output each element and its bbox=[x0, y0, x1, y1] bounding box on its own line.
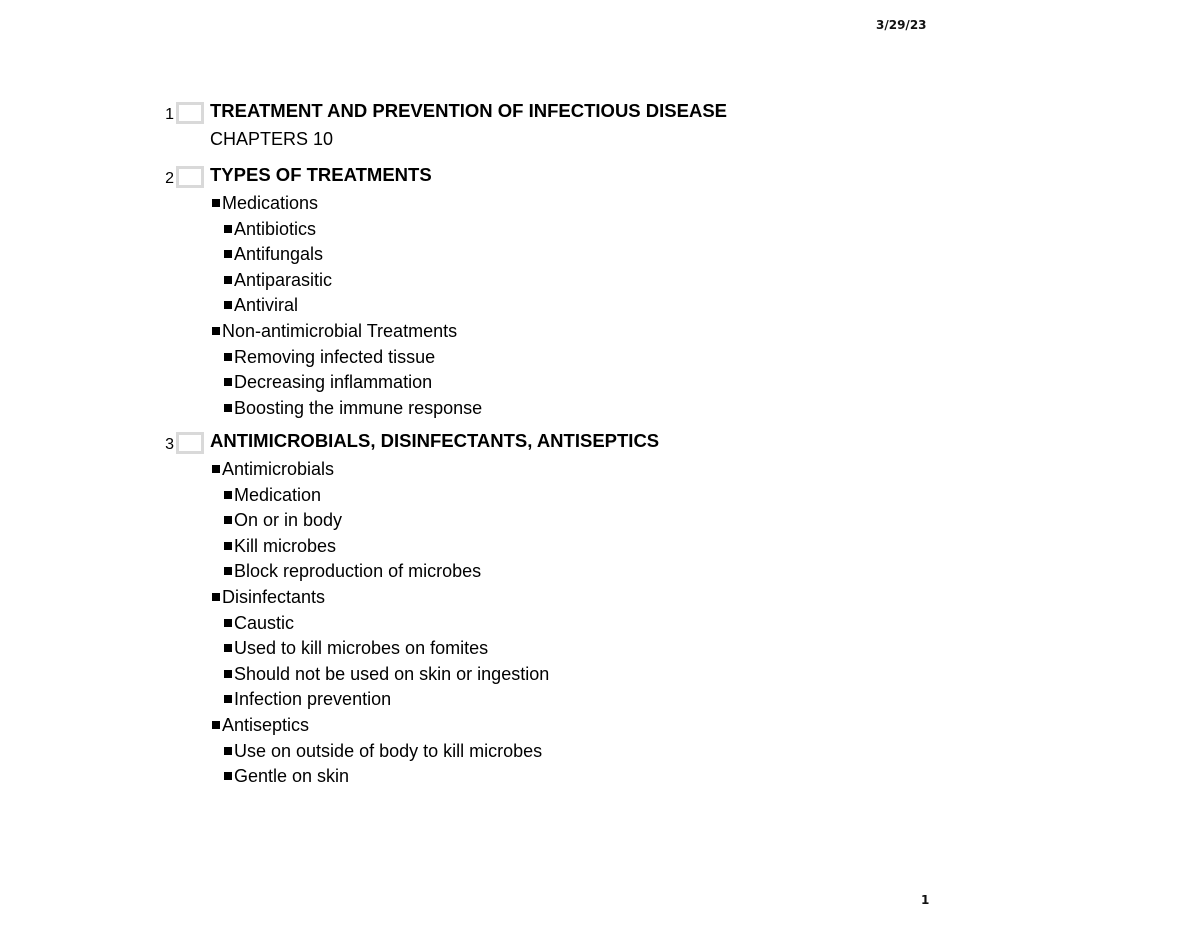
slide-thumbnail[interactable] bbox=[176, 432, 204, 454]
sub-bullet-item bbox=[222, 484, 321, 506]
square-bullet-icon bbox=[224, 747, 232, 755]
sub-bullet-item bbox=[222, 243, 323, 265]
sub-bullet-item bbox=[222, 637, 488, 659]
square-bullet-icon bbox=[224, 772, 232, 780]
bullet-text: Antibiotics bbox=[234, 218, 317, 239]
slide-number: 3 bbox=[165, 436, 174, 453]
square-bullet-icon bbox=[212, 327, 220, 335]
square-bullet-icon bbox=[224, 250, 232, 258]
square-bullet-icon bbox=[212, 721, 220, 729]
sub-bullet-item bbox=[222, 397, 482, 419]
slide-number: 1 bbox=[165, 106, 174, 123]
slide-subtitle: CHAPTERS 10 bbox=[210, 129, 334, 149]
bullet-text: Medications bbox=[222, 193, 319, 213]
square-bullet-icon bbox=[224, 378, 232, 386]
bullet-text: Antiseptics bbox=[222, 715, 310, 735]
square-bullet-icon bbox=[224, 404, 232, 412]
bullet-text: Non-antimicrobial Treatments bbox=[222, 321, 458, 341]
sub-bullet-item bbox=[222, 740, 542, 762]
sub-bullet-item bbox=[222, 765, 349, 787]
slide-title: TREATMENT AND PREVENTION OF INFECTIOUS DISEASE bbox=[210, 100, 727, 121]
square-bullet-icon bbox=[224, 491, 232, 499]
sub-bullet-item bbox=[222, 371, 432, 393]
sub-bullet-item bbox=[222, 346, 435, 368]
bullet-text: Disinfectants bbox=[222, 587, 326, 607]
square-bullet-icon bbox=[224, 301, 232, 309]
square-bullet-icon bbox=[224, 516, 232, 524]
bullet-item bbox=[210, 192, 318, 214]
square-bullet-icon bbox=[224, 353, 232, 361]
sub-bullet-item bbox=[222, 509, 342, 531]
slide-title: TYPES OF TREATMENTS bbox=[210, 164, 432, 185]
slide-thumbnail[interactable] bbox=[176, 166, 204, 188]
sub-bullet-item bbox=[222, 535, 336, 557]
square-bullet-icon bbox=[224, 276, 232, 284]
bullet-text: Antiviral bbox=[234, 295, 299, 316]
bullet-text: Gentle on skin bbox=[234, 766, 350, 787]
square-bullet-icon bbox=[212, 465, 220, 473]
bullet-text: Kill microbes bbox=[234, 535, 337, 556]
square-bullet-icon bbox=[224, 567, 232, 575]
square-bullet-icon bbox=[224, 644, 232, 652]
bullet-text: Antiparasitic bbox=[234, 269, 333, 290]
bullet-text: Infection prevention bbox=[234, 689, 392, 710]
sub-bullet-item bbox=[222, 218, 316, 240]
header-date: 3/29/23 bbox=[876, 18, 927, 32]
bullet-text: Removing infected tissue bbox=[234, 346, 436, 367]
bullet-text: Used to kill microbes on fomites bbox=[234, 638, 489, 659]
slide-number: 2 bbox=[165, 170, 174, 187]
sub-bullet-item bbox=[222, 663, 549, 685]
slide-thumbnail[interactable] bbox=[176, 102, 204, 124]
bullet-text: Use on outside of body to kill microbes bbox=[234, 740, 543, 761]
sub-bullet-item bbox=[222, 560, 481, 582]
bullet-text: Decreasing inflammation bbox=[234, 372, 433, 393]
page-number: 1 bbox=[921, 893, 930, 907]
sub-bullet-item bbox=[222, 612, 294, 634]
bullet-text: Caustic bbox=[234, 612, 295, 633]
square-bullet-icon bbox=[212, 199, 220, 207]
square-bullet-icon bbox=[224, 225, 232, 233]
bullet-text: Antifungals bbox=[234, 244, 324, 265]
sub-bullet-item bbox=[222, 688, 391, 710]
bullet-text: On or in body bbox=[234, 510, 343, 531]
bullet-item bbox=[210, 714, 309, 736]
square-bullet-icon bbox=[212, 593, 220, 601]
sub-bullet-item bbox=[222, 269, 332, 291]
bullet-item bbox=[210, 320, 457, 342]
square-bullet-icon bbox=[224, 695, 232, 703]
slide-title: ANTIMICROBIALS, DISINFECTANTS, ANTISEPTICS bbox=[210, 430, 660, 451]
bullet-text: Medication bbox=[234, 484, 322, 505]
square-bullet-icon bbox=[224, 542, 232, 550]
bullet-text: Should not be used on skin or ingestion bbox=[234, 663, 550, 684]
bullet-item bbox=[210, 586, 325, 608]
square-bullet-icon bbox=[224, 619, 232, 627]
bullet-item bbox=[210, 458, 334, 480]
bullet-text: Antimicrobials bbox=[222, 459, 335, 479]
bullet-text: Boosting the immune response bbox=[234, 397, 483, 418]
square-bullet-icon bbox=[224, 670, 232, 678]
sub-bullet-item bbox=[222, 294, 298, 316]
bullet-text: Block reproduction of microbes bbox=[234, 561, 482, 582]
